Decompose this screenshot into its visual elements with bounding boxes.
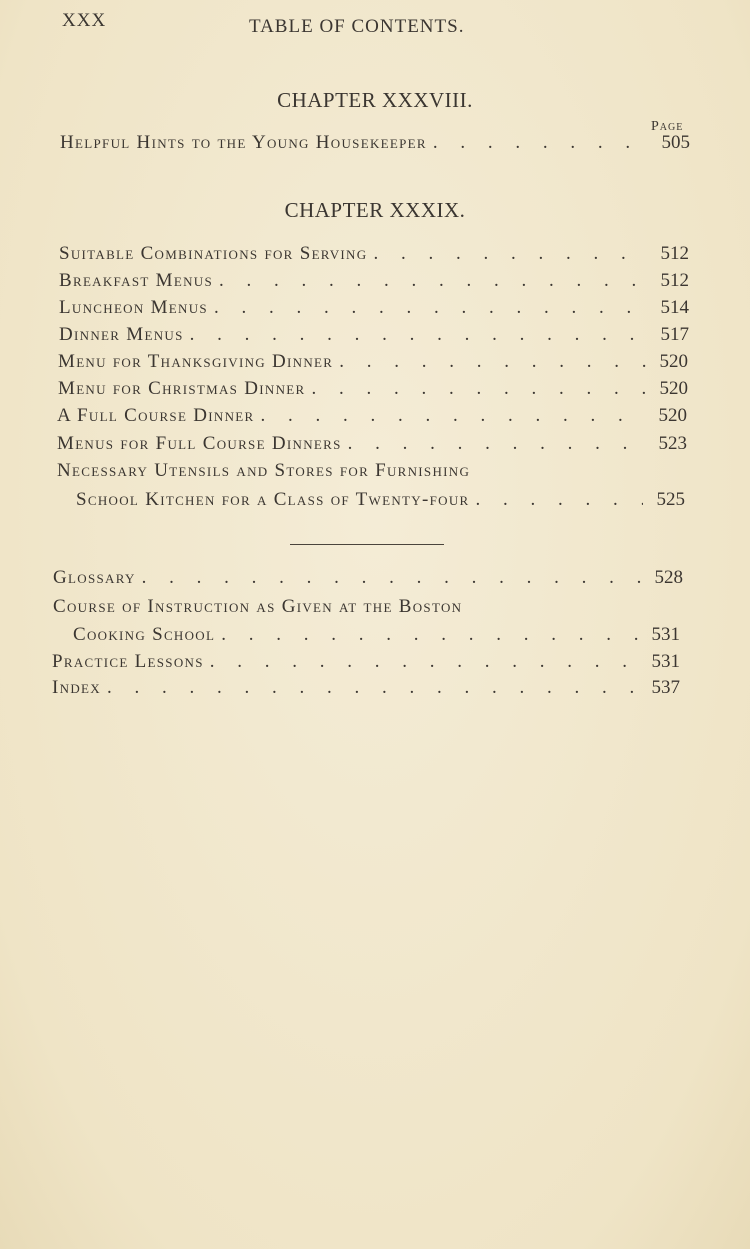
chapter-heading: CHAPTER XXXIX. bbox=[284, 198, 466, 222]
toc-entry[interactable] bbox=[58, 378, 688, 400]
dot-leader bbox=[475, 489, 643, 511]
dot-leader bbox=[261, 405, 646, 427]
entry-label: Menus for Full Course Dinners bbox=[57, 433, 342, 454]
entry-page: 528 bbox=[654, 567, 683, 588]
toc-entry[interactable] bbox=[52, 677, 680, 699]
entry-page: 537 bbox=[651, 677, 680, 698]
dot-leader bbox=[348, 433, 645, 455]
entry-page: 512 bbox=[660, 270, 689, 291]
entry-label: Menu for Christmas Dinner bbox=[58, 378, 306, 399]
toc-entry[interactable] bbox=[59, 243, 689, 265]
entry-label: Helpful Hints to the Young Housekeeper bbox=[60, 132, 427, 153]
dot-leader bbox=[210, 651, 638, 673]
entry-page: 512 bbox=[660, 243, 689, 264]
entry-label: Breakfast Menus bbox=[59, 270, 213, 291]
entry-label: Glossary bbox=[53, 567, 136, 588]
toc-entry[interactable] bbox=[60, 132, 690, 154]
page-number: XXX bbox=[62, 10, 107, 31]
section-divider bbox=[290, 544, 444, 545]
toc-entry[interactable] bbox=[57, 433, 687, 455]
dot-leader bbox=[219, 270, 647, 292]
toc-entry[interactable] bbox=[57, 405, 687, 427]
entry-label: Index bbox=[52, 677, 101, 698]
entry-label: Cooking School bbox=[73, 624, 216, 645]
entry-label-line1: Course of Instruction as Given at the Boston bbox=[53, 596, 463, 617]
toc-entry[interactable] bbox=[76, 489, 685, 511]
toc-entry[interactable] bbox=[59, 297, 689, 319]
toc-entry[interactable] bbox=[59, 270, 689, 292]
entry-label: A Full Course Dinner bbox=[57, 405, 255, 426]
entry-page: 514 bbox=[660, 297, 689, 318]
entry-page: 517 bbox=[660, 324, 689, 345]
entry-page: 520 bbox=[659, 378, 688, 399]
entry-label: Luncheon Menus bbox=[59, 297, 208, 318]
dot-leader bbox=[221, 624, 638, 646]
toc-entry[interactable] bbox=[58, 351, 688, 373]
dot-leader bbox=[190, 324, 647, 346]
page-column-label: Page bbox=[651, 119, 684, 134]
entry-page: 505 bbox=[661, 132, 690, 153]
entry-label: Menu for Thanksgiving Dinner bbox=[58, 351, 334, 372]
entry-page: 531 bbox=[651, 624, 680, 645]
toc-entry[interactable] bbox=[52, 651, 680, 673]
toc-entry[interactable] bbox=[73, 624, 680, 646]
dot-leader bbox=[373, 243, 647, 265]
dot-leader bbox=[214, 297, 647, 319]
toc-entry[interactable] bbox=[59, 324, 689, 346]
entry-label: Dinner Menus bbox=[59, 324, 184, 345]
entry-label: Practice Lessons bbox=[52, 651, 204, 672]
entry-page: 531 bbox=[651, 651, 680, 672]
dot-leader bbox=[339, 351, 646, 373]
entry-page: 520 bbox=[659, 351, 688, 372]
toc-entry[interactable] bbox=[53, 567, 683, 589]
entry-page: 525 bbox=[656, 489, 685, 510]
dot-leader bbox=[433, 132, 648, 154]
entry-page: 520 bbox=[658, 405, 687, 426]
chapter-heading: CHAPTER XXXVIII. bbox=[277, 88, 473, 112]
entry-label-line1: Necessary Utensils and Stores for Furnishing bbox=[57, 460, 471, 481]
dot-leader bbox=[107, 677, 638, 699]
entry-label: School Kitchen for a Class of Twenty-four bbox=[76, 489, 470, 510]
entry-page: 523 bbox=[658, 433, 687, 454]
entry-label: Suitable Combinations for Serving bbox=[59, 243, 368, 264]
dot-leader bbox=[142, 567, 641, 589]
page-title: TABLE OF CONTENTS. bbox=[249, 16, 465, 37]
dot-leader bbox=[312, 378, 647, 400]
